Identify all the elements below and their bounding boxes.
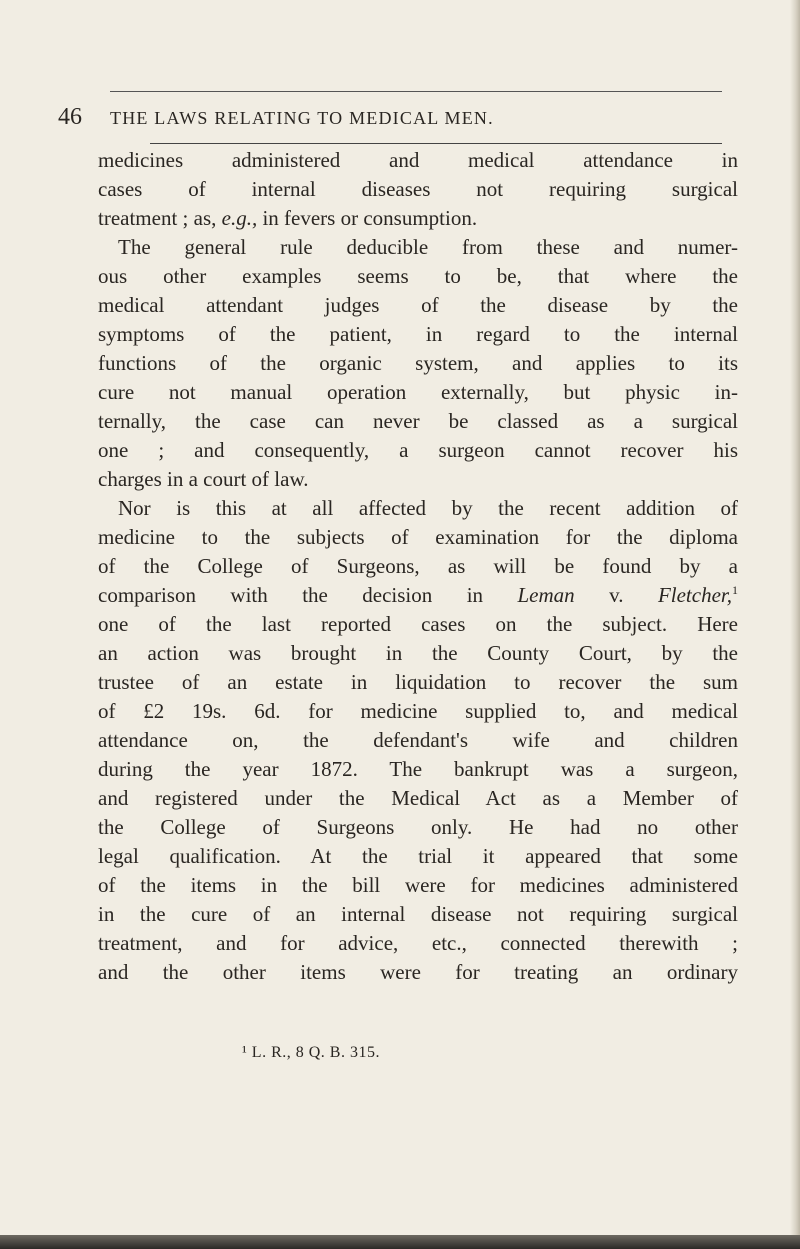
text-line: treatment ; as, e.g., in fevers or consumption. bbox=[98, 206, 478, 230]
text-line: charges in a court of law. bbox=[98, 467, 309, 491]
running-title: THE LAWS RELATING TO MEDICAL MEN. bbox=[110, 108, 494, 128]
footnote: ¹ L. R., 8 Q. B. 315. bbox=[242, 1044, 380, 1061]
scan-bottom-edge bbox=[0, 1235, 800, 1249]
text-line: one of the last reported cases on the subject. Here bbox=[98, 612, 738, 636]
page-edge bbox=[790, 0, 800, 1249]
text-line: comparison with the decision in Leman v. Fletcher,$^1$ bbox=[98, 583, 738, 607]
text-line: symptoms of the patient, in regard to the internal bbox=[98, 322, 738, 346]
text-line: treatment, and for advice, etc., connected therewith ; bbox=[98, 931, 738, 955]
text-line: and the other items were for treating an ordinary bbox=[98, 960, 738, 984]
text-line: in the cure of an internal disease not requiring surgical bbox=[98, 902, 738, 926]
text-line: of the College of Surgeons, as will be found by a bbox=[98, 554, 738, 578]
text-line: an action was brought in the County Court, by the bbox=[98, 641, 738, 665]
page-number: 46 bbox=[58, 104, 82, 130]
text-line: cure not manual operation externally, but physic in- bbox=[98, 380, 738, 404]
text-line: and registered under the Medical Act as a Member of bbox=[98, 786, 738, 810]
text-line: The general rule deducible from these and numer- bbox=[118, 235, 738, 259]
text-line: ternally, the case can never be classed as a surgical bbox=[98, 409, 738, 433]
body-text bbox=[98, 146, 738, 987]
text-line: medical attendant judges of the disease by the bbox=[98, 293, 738, 317]
text-line: the College of Surgeons only. He had no other bbox=[98, 815, 738, 839]
text-line: of £2 19s. 6d. for medicine supplied to, and medical bbox=[98, 699, 738, 723]
header-rule bbox=[150, 143, 722, 144]
text-line: trustee of an estate in liquidation to recover the sum bbox=[98, 670, 738, 694]
top-rule bbox=[110, 91, 722, 92]
text-line: medicine to the subjects of examination for the diploma bbox=[98, 525, 738, 549]
text-line: of the items in the bill were for medicines administered bbox=[98, 873, 738, 897]
text-line: cases of internal diseases not requiring surgical bbox=[98, 177, 738, 201]
page-header bbox=[58, 104, 738, 134]
text-line: Nor is this at all affected by the recent addition of bbox=[118, 496, 738, 520]
text-line: legal qualification. At the trial it appeared that some bbox=[98, 844, 738, 868]
text-line: one ; and consequently, a surgeon cannot recover his bbox=[98, 438, 738, 462]
text-line: during the year 1872. The bankrupt was a surgeon, bbox=[98, 757, 738, 781]
text-line: medicines administered and medical attendance in bbox=[98, 148, 738, 172]
text-line: functions of the organic system, and applies to its bbox=[98, 351, 738, 375]
text-line: attendance on, the defendant's wife and children bbox=[98, 728, 738, 752]
text-line: ous other examples seems to be, that where the bbox=[98, 264, 738, 288]
